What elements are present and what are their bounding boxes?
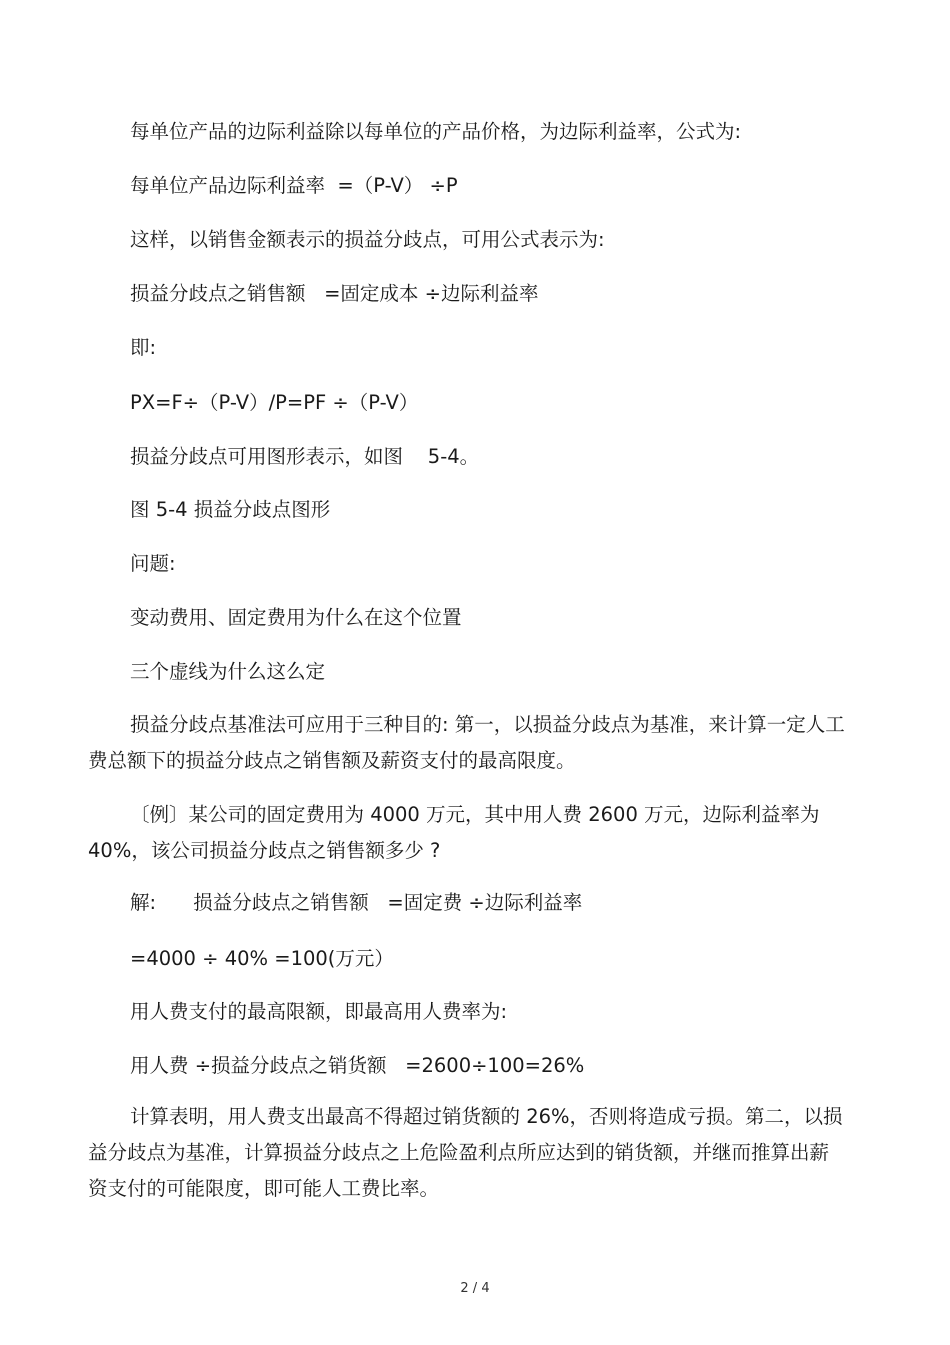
paragraph-method: 损益分歧点基准法可应用于三种目的: 第一，以损益分歧点为基准，来计算一定人工费总额下的损益分歧点之销售额及薪资支付的最高限度。 <box>88 713 845 772</box>
text-line: 每单位产品的边际利益除以每单位的产品价格，为边际利益率，公式为: <box>130 120 742 143</box>
text-line: 问题: <box>130 552 176 575</box>
solution-line: =4000 ÷ 40% =100(万元） <box>130 947 394 970</box>
text-line: 变动费用、固定费用为什么在这个位置 <box>130 606 462 629</box>
solution-line: 解: 损益分歧点之销售额 =固定费 ÷边际利益率 <box>130 891 583 914</box>
figure-caption: 图 5-4 损益分歧点图形 <box>130 498 331 521</box>
text-line: 三个虚线为什么这么定 <box>130 660 326 683</box>
page-indicator: 2 / 4 <box>460 1281 490 1296</box>
solution-line: 用人费 ÷损益分歧点之销货额 =2600÷100=26% <box>130 1054 585 1077</box>
paragraph-conclusion: 计算表明，用人费支出最高不得超过销货额的 26%，否则将造成亏损。第二，以损益分歧点为基准，计算损益分歧点之上危险盈利点所应达到的销货额，并继而推算出薪资支付的可能限度，即可能人工费比率。 <box>88 1105 843 1200</box>
paragraph-example: 〔例〕某公司的固定费用为 4000 万元，其中用人费 2600 万元，边际利益率为 40%，该公司损益分歧点之销售额多少 ? <box>88 803 820 862</box>
text-line: 即: <box>130 336 157 359</box>
text-line: 这样，以销售金额表示的损益分歧点，可用公式表示为: <box>130 228 605 251</box>
solution-line: 用人费支付的最高限额，即最高用人费率为: <box>130 1000 508 1023</box>
formula-line: PX=F÷（P-V）/P=PF ÷（P-V） <box>130 391 419 414</box>
text-line: 损益分歧点可用图形表示，如图 5-4。 <box>130 445 480 468</box>
formula-line: 每单位产品边际利益率 =（P-V） ÷P <box>130 174 458 197</box>
formula-line: 损益分歧点之销售额 =固定成本 ÷边际利益率 <box>130 282 539 305</box>
